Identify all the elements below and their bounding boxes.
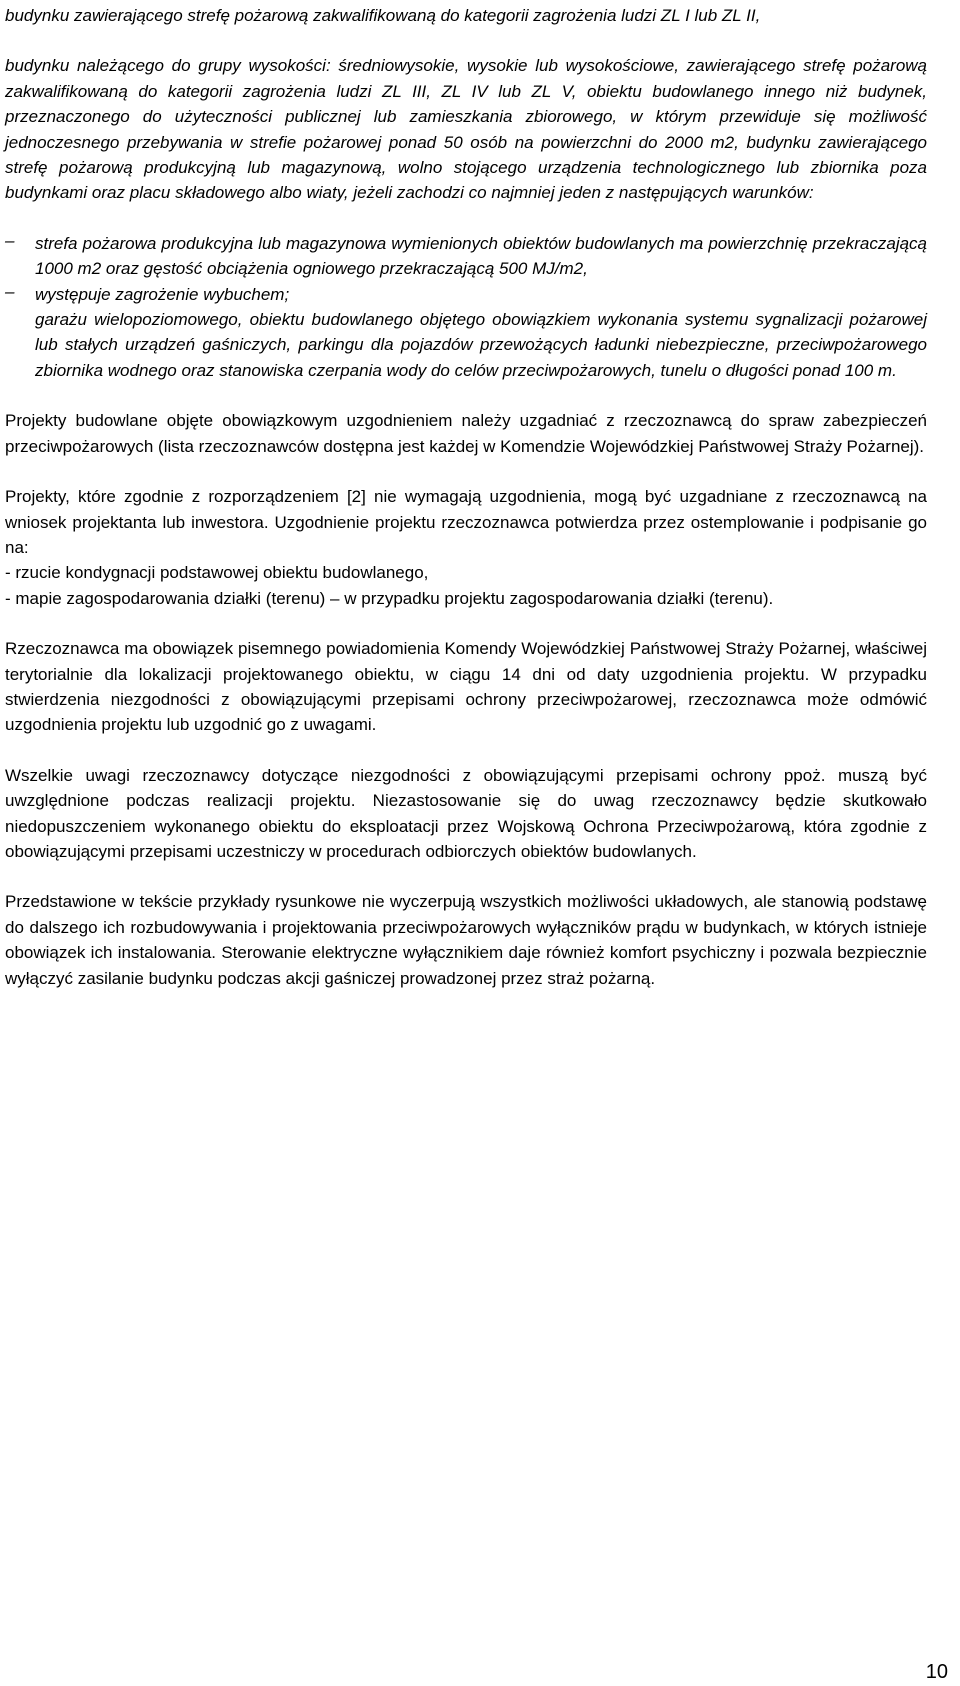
- list-item: - rzucie kondygnacji podstawowej obiektu budowlanego,: [5, 563, 429, 583]
- paragraph-building-conditions: budynku należącego do grupy wysokości: średniowysokie, wysokie lub wysokościowe, zawierającego strefę pożarową zakwalifikowaną do kategorii zagrożenia ludzi ZL III, ZL IV lub ZL V, obiektu budowlanego innego niż budynek, przeznaczonego do użyteczności publicznej lub zamieszkania zbiorowego, w którym przewiduje się możliwość jednoczesnego przebywania w strefie pożarowej ponad 50 osób na powierzchni do 2000 m2, budynku zawierającego strefę pożarową produkcyjną lub magazynową, wolno stojącego urządzenia technologicznego lub zbiornika poza budynkami oraz placu składowego albo wiaty, jeżeli zachodzi co najmniej jeden z następujących warunków:: [5, 56, 927, 203]
- dash-list-item: [5, 231, 927, 282]
- document-page: [5, 3, 927, 991]
- dash-marker: –: [5, 281, 15, 301]
- dash-marker: –: [5, 230, 15, 250]
- paragraph-mandatory-approval: Projekty budowlane objęte obowiązkowym uzgodnieniem należy uzgadniać z rzeczoznawcą do spraw zabezpieczeń przeciwpożarowych (lista rzeczoznawców dostępna jest każdej w Komendzie Wojewódzkiej Państwowej Straży Pożarnej).: [5, 411, 927, 456]
- page-number: 10: [925, 1661, 948, 1683]
- list-item: - mapie zagospodarowania działki (terenu) – w przypadku projektu zagospodarowania działki (terenu).: [5, 588, 774, 608]
- paragraph-comments: Wszelkie uwagi rzeczoznawcy dotyczące niezgodności z obowiązującymi przepisami ochrony ppoż. muszą być uwzględnione podczas realizacji projektu. Niezastosowanie się do uwag rzeczoznawcy będzie skutkowało niedopuszczeniem wykonanego obiektu do eksploatacji przez Wojskową Ochrona Przeciwpożarową, która zgodnie z obowiązującymi przepisami uczestniczy w procedurach odbiorczych obiektów budowlanych.: [5, 765, 927, 861]
- paragraph-optional-approval: Projekty, które zgodnie z rozporządzeniem [2] nie wymagają uzgodnienia, mogą być uzgadniane z rzeczoznawcą na wniosek projektanta lub inwestora. Uzgodnienie projektu rzeczoznawca potwierdza przez ostemplowanie i podpisanie go na:: [5, 487, 927, 557]
- paragraph-zl-categories: budynku zawierającego strefę pożarową zakwalifikowaną do kategorii zagrożenia ludzi ZL I lub ZL II,: [5, 6, 761, 25]
- dash-list-item: [5, 282, 927, 307]
- paragraph-notification-duty: Rzeczoznawca ma obowiązek pisemnego powiadomienia Komendy Wojewódzkiej Państwowej Straży Pożarnej, właściwej terytorialnie dla lokalizacji projektowanego obiektu, w ciągu 14 dni od daty uzgodnienia projektu. W przypadku stwierdzenia niezgodności z obowiązującymi przepisami ochrony przeciwpożarowej, rzeczoznawca może odmówić uzgodnienia projektu lub uzgodnić go z uwagami.: [5, 639, 927, 735]
- dash-item-text: występuje zagrożenie wybuchem;: [35, 284, 290, 304]
- paragraph-examples: Przedstawione w tekście przykłady rysunkowe nie wyczerpują wszystkich możliwości układowych, ale stanowią podstawę do dalszego ich rozbudowywania i projektowania przeciwpożarowych wyłączników prądu w budynkach, w których istnieje obowiązek ich instalowania. Sterowanie elektryczne wyłącznikiem daje również komfort psychiczny i pozwala bezpiecznie wyłączyć zasilanie budynku podczas akcji gaśniczej prowadzonej przez straż pożarną.: [5, 892, 927, 988]
- dash-item-text: strefa pożarowa produkcyjna lub magazynowa wymienionych obiektów budowlanych ma powierzchnię przekraczającą 1000 m2 oraz gęstość obciążenia ogniowego przekraczającą 500 MJ/m2,: [35, 233, 927, 279]
- paragraph-garage: garażu wielopoziomowego, obiektu budowlanego objętego obowiązkiem wykonania systemu sygnalizacji pożarowej lub stałych urządzeń gaśniczych, parkingu dla pojazdów przewożących ładunki niebezpieczne, przeciwpożarowego zbiornika wodnego oraz stanowiska czerpania wody do celów przeciwpożarowych, tunelu o długości ponad 100 m.: [35, 310, 927, 380]
